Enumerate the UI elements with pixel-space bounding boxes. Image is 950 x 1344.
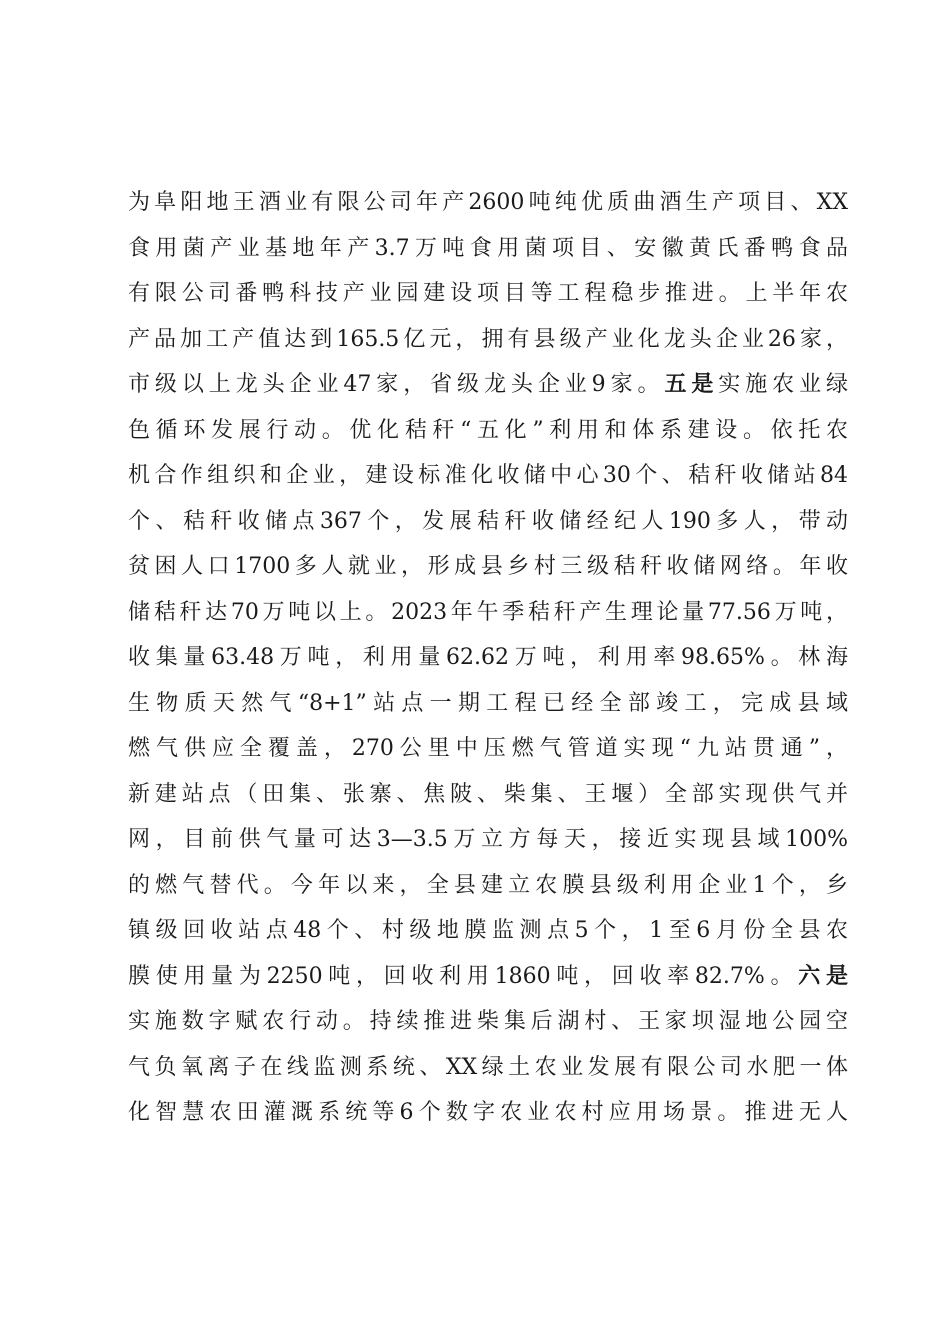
text-line: 为阜阳地王酒业有限公司年产2600吨纯优质曲酒生产项目、XX	[128, 190, 848, 215]
text-line: 食用菌产业基地年产3.7万吨食用菌项目、安徽黄氏番鸭食品	[128, 235, 848, 261]
text-line: 生物质天然气“8+1”站点一期工程已经全部竣工，完成县域	[128, 690, 848, 716]
text-line: 个、秸秆收储点367个，发展秸秆收储经纪人190多人，带动	[128, 508, 848, 534]
text-line: 机合作组织和企业，建设标准化收储中心30个、秸秆收储站84	[128, 463, 848, 488]
body-text	[128, 180, 848, 1136]
text-line: 色循环发展行动。优化秸秆“五化”利用和体系建设。依托农	[128, 417, 848, 443]
text-segment: 市级以上龙头企业47家，省级龙头企业9家。	[128, 372, 665, 397]
text-line: 网，目前供气量可达3—3.5万立方每天，接近实现县域100%	[128, 827, 848, 852]
text-line: 贫困人口1700多人就业，形成县乡村三级秸秆收储网络。年收	[128, 554, 848, 579]
text-line	[128, 954, 848, 1000]
text-line: 有限公司番鸭科技产业园建设项目等工程稳步推进。上半年农	[128, 281, 848, 306]
text-line: 新建站点（田集、张寨、焦陂、柴集、王堰）全部实现供气并	[128, 781, 848, 807]
text-line: 收集量63.48万吨，利用量62.62万吨，利用率98.65%。林海	[128, 645, 848, 670]
text-line: 产品加工产值达到165.5亿元，拥有县级产业化龙头企业26家，	[128, 326, 848, 352]
text-line	[128, 362, 848, 408]
text-line: 的燃气替代。今年以来，全县建立农膜县级利用企业1个，乡	[128, 872, 848, 898]
text-line: 气负氧离子在线监测系统、XX绿土农业发展有限公司水肥一体	[128, 1054, 848, 1080]
text-line: 储秸秆达70万吨以上。2023年午季秸秆产生理论量77.56万吨，	[128, 599, 848, 625]
text-segment: 膜使用量为2250吨，回收利用1860吨，回收率82.7%。	[128, 963, 799, 989]
section-marker-six: 六是	[798, 962, 848, 989]
text-segment: 实施农业绿	[718, 372, 848, 397]
section-marker-five: 五是	[664, 371, 719, 397]
text-line: 化智慧农田灌溉系统等6个数字农业农村应用场景。推进无人	[128, 1100, 848, 1125]
text-line: 镇级回收站点48个、村级地膜监测点5个，1至6月份全县农	[128, 918, 848, 943]
text-line: 燃气供应全覆盖，270公里中压燃气管道实现“九站贯通”，	[128, 736, 848, 761]
text-line: 实施数字赋农行动。持续推进柴集后湖村、王家坝湿地公园空	[128, 1009, 848, 1034]
